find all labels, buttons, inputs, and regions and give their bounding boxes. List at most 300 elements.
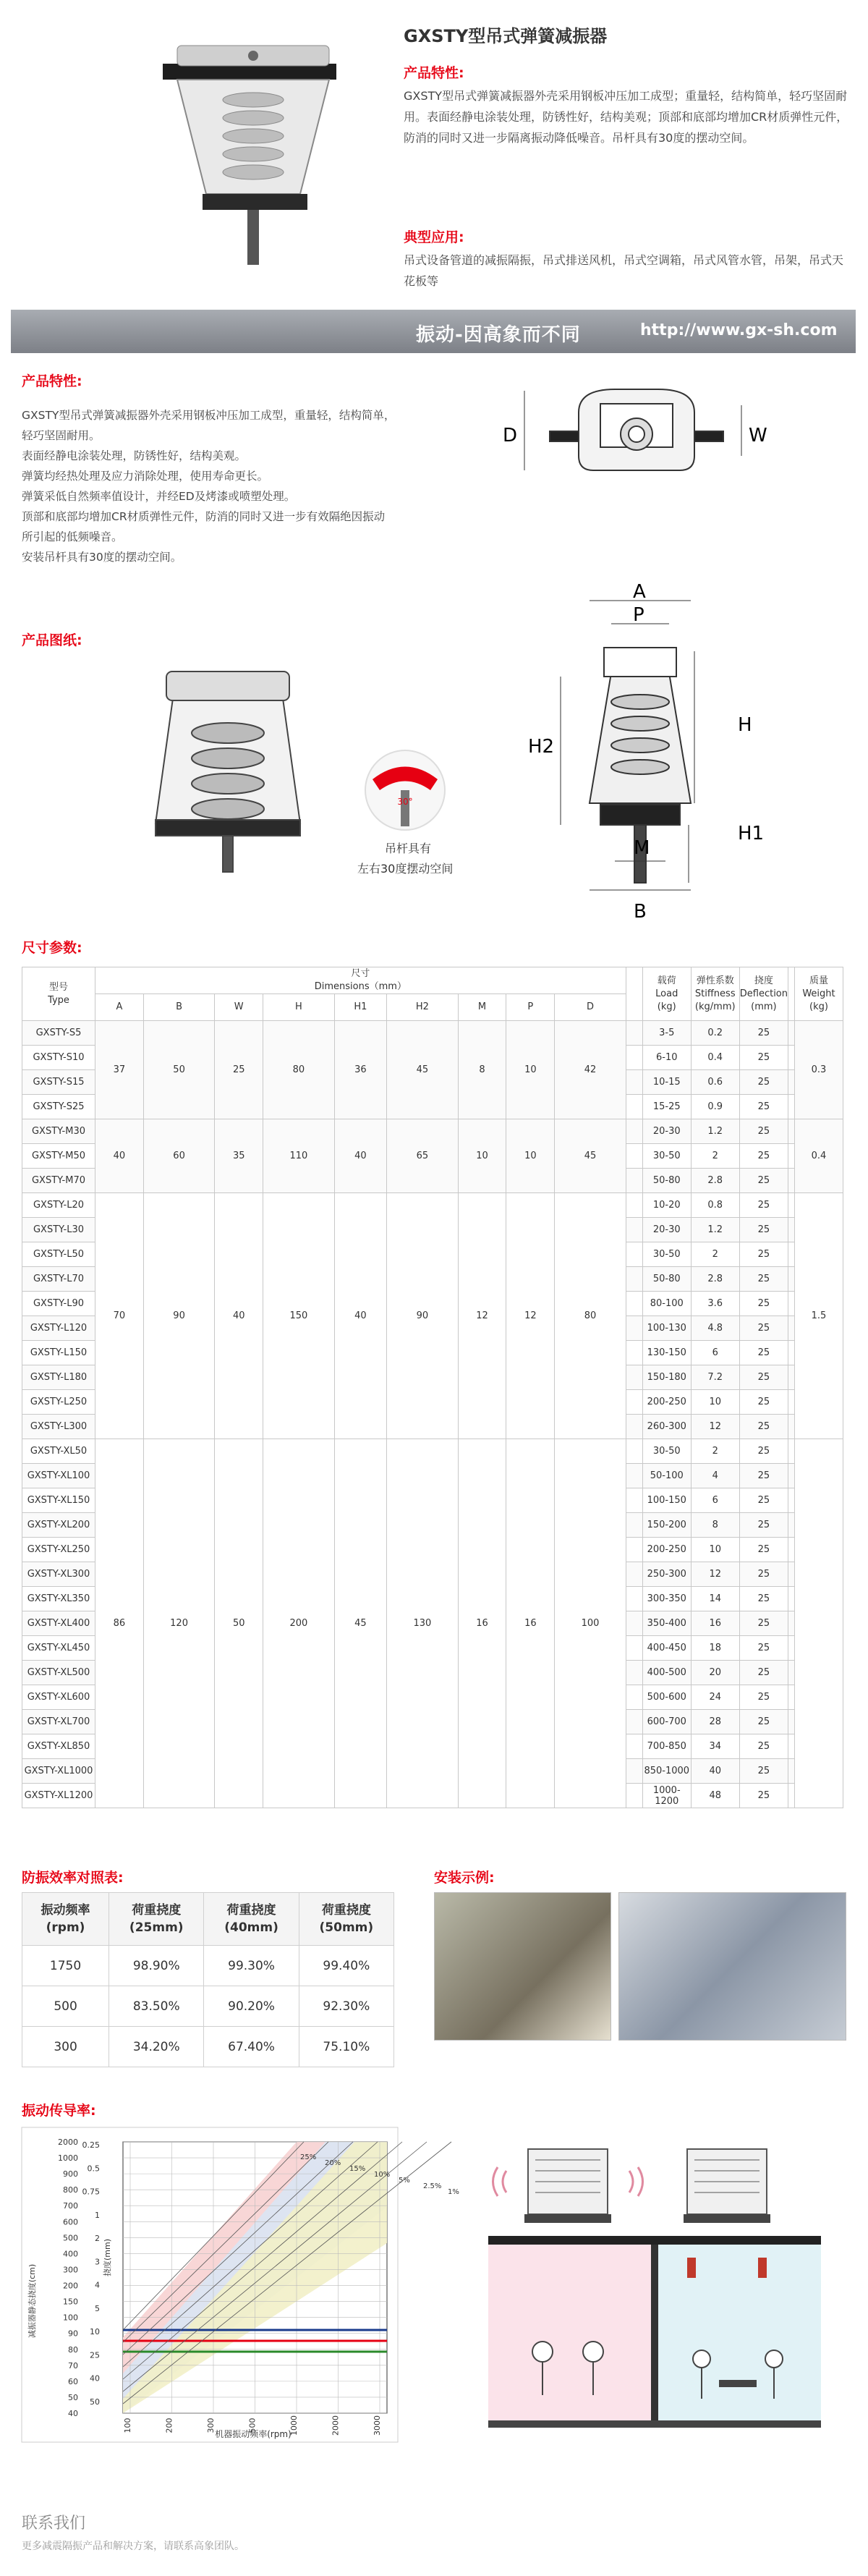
cell-stiffness: 34 (691, 1734, 739, 1759)
cell-deflection: 25 (739, 1685, 788, 1710)
cell-load: 80-100 (642, 1292, 691, 1316)
cell-weight: 1.5 (795, 1193, 843, 1439)
transmissibility-line-label: 1% (448, 2188, 459, 2196)
cell-load: 30-50 (642, 1144, 691, 1169)
cell-spacer (788, 1119, 795, 1144)
left-tick-label: 700 (63, 2201, 78, 2211)
col-weight-header: 质量 Weight (kg) (795, 967, 843, 1021)
cell-spacer (626, 1144, 642, 1169)
features-list (22, 405, 514, 567)
cell-load: 150-200 (642, 1513, 691, 1538)
cell-load: 100-150 (642, 1488, 691, 1513)
cell-load: 250-300 (642, 1562, 691, 1587)
label-P: P (633, 604, 644, 626)
cell-stiffness: 20 (691, 1661, 739, 1685)
transmissibility-line-label: 10% (374, 2171, 391, 2179)
cell-weight: 0.3 (795, 1021, 843, 1119)
feature-line: 所引起的低频噪音。 (22, 530, 123, 543)
cell-spacer (626, 1095, 642, 1119)
cell-model: GXSTY-S15 (22, 1070, 95, 1095)
cell-dim: 10 (458, 1119, 506, 1193)
transmissibility-line-label: 5% (399, 2177, 410, 2185)
eff-cell: 1750 (22, 1946, 109, 1986)
col-spacer (788, 967, 795, 1021)
cell-dim: 50 (143, 1021, 214, 1119)
inner-tick-label: 40 (90, 2373, 100, 2384)
cell-model: GXSTY-M30 (22, 1119, 95, 1144)
cell-dim: 200 (263, 1439, 334, 1808)
install-photo-1 (434, 1892, 611, 2041)
cell-spacer (788, 1193, 795, 1218)
left-tick-label: 80 (68, 2344, 78, 2355)
cell-deflection: 25 (739, 1095, 788, 1119)
feature-line: 弹簧采低自然频率值设计，并经ED及烤漆或喷塑处理。 (22, 490, 296, 503)
cell-stiffness: 18 (691, 1636, 739, 1661)
cell-spacer (788, 1267, 795, 1292)
col-defl-header: 挠度 Deflection (mm) (739, 967, 788, 1021)
cell-dim: 45 (387, 1021, 458, 1119)
cell-spacer (788, 1636, 795, 1661)
cell-stiffness: 6 (691, 1488, 739, 1513)
cell-deflection: 25 (739, 1488, 788, 1513)
header-apps-text: 吊式设备管道的减振隔振，吊式排送风机，吊式空调箱，吊式风管水管，吊架，吊式天花板等 (404, 253, 844, 288)
feature-line: 弹簧均经热处理及应力消除处理，使用寿命更长。 (22, 470, 269, 483)
x-tick-label: 2000 (331, 2415, 341, 2436)
cell-spacer (626, 1611, 642, 1636)
cell-dim: 12 (506, 1193, 555, 1439)
cell-deflection: 25 (739, 1021, 788, 1046)
col-h-header: H (263, 994, 334, 1021)
table-row (22, 1021, 843, 1046)
cell-model: GXSTY-L30 (22, 1218, 95, 1242)
cell-model: GXSTY-S5 (22, 1021, 95, 1046)
cell-load: 10-20 (642, 1193, 691, 1218)
cell-deflection: 25 (739, 1784, 788, 1808)
cell-deflection: 25 (739, 1169, 788, 1193)
cell-stiffness: 8 (691, 1513, 739, 1538)
cell-dim: 90 (143, 1193, 214, 1439)
cell-model: GXSTY-L150 (22, 1341, 95, 1365)
feature-line: 轻巧坚固耐用。 (22, 429, 101, 442)
col-spacer (626, 967, 642, 1021)
cell-load: 300-350 (642, 1587, 691, 1611)
cell-spacer (626, 1513, 642, 1538)
cell-dim: 42 (555, 1021, 626, 1119)
eff-header: 荷重挠度 (40mm) (204, 1893, 299, 1946)
cell-stiffness: 16 (691, 1611, 739, 1636)
left-tick-label: 70 (68, 2360, 78, 2370)
cell-spacer (626, 1488, 642, 1513)
cell-load: 200-250 (642, 1538, 691, 1562)
cell-model: GXSTY-XL150 (22, 1488, 95, 1513)
cell-model: GXSTY-XL50 (22, 1439, 95, 1464)
eff-row (22, 1946, 394, 1986)
footer-title: 联系我们 (22, 2514, 86, 2533)
col-d-header: D (555, 994, 626, 1021)
install-title: 安装示例: (434, 1870, 495, 1886)
cell-deflection: 25 (739, 1611, 788, 1636)
inner-tick-label: 50 (90, 2397, 100, 2407)
cell-stiffness: 0.6 (691, 1070, 739, 1095)
cell-stiffness: 10 (691, 1390, 739, 1415)
cell-dim: 45 (334, 1439, 387, 1808)
transmissibility-line-label: 25% (300, 2153, 317, 2161)
cell-stiffness: 4.8 (691, 1316, 739, 1341)
cell-stiffness: 2.8 (691, 1267, 739, 1292)
x-tick-label: 200 (164, 2418, 174, 2433)
cell-deflection: 25 (739, 1538, 788, 1562)
cell-spacer (626, 1562, 642, 1587)
transmissibility-line-label: 2.5% (423, 2182, 442, 2190)
col-w-header: W (215, 994, 263, 1021)
cell-stiffness: 14 (691, 1587, 739, 1611)
col-h2-header: H2 (387, 994, 458, 1021)
cell-dim: 120 (143, 1439, 214, 1808)
eff-cell: 92.30% (299, 1986, 393, 2027)
col-b-header: B (143, 994, 214, 1021)
cell-deflection: 25 (739, 1587, 788, 1611)
table-row (22, 1439, 843, 1464)
cell-spacer (626, 1242, 642, 1267)
inner-tick-label: 0.75 (82, 2187, 100, 2197)
cell-spacer (788, 1415, 795, 1439)
cell-model: GXSTY-XL300 (22, 1562, 95, 1587)
cell-stiffness: 3.6 (691, 1292, 739, 1316)
cell-dim: 16 (506, 1439, 555, 1808)
cell-load: 20-30 (642, 1218, 691, 1242)
col-load-header: 载荷 Load (kg) (642, 967, 691, 1021)
col-h1-header: H1 (334, 994, 387, 1021)
cell-deflection: 25 (739, 1242, 788, 1267)
cell-model: GXSTY-XL850 (22, 1734, 95, 1759)
cell-dim: 100 (555, 1439, 626, 1808)
x-axis-label: 机器振动频率(rpm) (215, 2429, 292, 2439)
cell-spacer (626, 1316, 642, 1341)
cell-spacer (788, 1292, 795, 1316)
left-tick-label: 2000 (58, 2138, 78, 2147)
header-features-title: 产品特性: (404, 65, 464, 81)
cell-deflection: 25 (739, 1292, 788, 1316)
product-3d-drawing (145, 657, 311, 874)
left-tick-label: 100 (63, 2313, 78, 2323)
eff-header: 荷重挠度 (25mm) (109, 1893, 204, 1946)
cell-load: 30-50 (642, 1439, 691, 1464)
cell-deflection: 25 (739, 1267, 788, 1292)
feature-line: 安装吊杆具有30度的摆动空间。 (22, 551, 182, 564)
inner-tick-label: 4 (95, 2280, 100, 2290)
cell-dim: 25 (215, 1021, 263, 1119)
table-row (22, 1193, 843, 1218)
left-tick-label: 1000 (58, 2153, 78, 2164)
cell-spacer (788, 1070, 795, 1095)
cell-deflection: 25 (739, 1464, 788, 1488)
cell-dim: 110 (263, 1119, 334, 1193)
cell-deflection: 25 (739, 1365, 788, 1390)
swing-caption-2: 左右30度摆动空间 (357, 862, 454, 876)
cell-dim: 10 (506, 1119, 555, 1193)
col-stiff-header: 弹性系数 Stiffness (kg/mm) (691, 967, 739, 1021)
cell-load: 50-80 (642, 1169, 691, 1193)
cell-model: GXSTY-L20 (22, 1193, 95, 1218)
label-B: B (634, 901, 647, 923)
cell-deflection: 25 (739, 1415, 788, 1439)
cell-deflection: 25 (739, 1218, 788, 1242)
cell-deflection: 25 (739, 1562, 788, 1587)
cell-spacer (788, 1021, 795, 1046)
header-features-text: GXSTY型吊式弹簧减振器外壳采用钢板冲压加工成型；重量轻，结构简单，轻巧坚固耐用。表面经静电涂装处理，防锈性好，结构美观；顶部和底部均增加CR材质弹性元件，防消的同时又进一步隔离振动降低噪音。吊杆具有30度的摆动空间。 (404, 89, 848, 145)
cell-spacer (788, 1144, 795, 1169)
cell-spacer (626, 1021, 642, 1046)
cell-model: GXSTY-XL450 (22, 1636, 95, 1661)
cell-model: GXSTY-S25 (22, 1095, 95, 1119)
cell-spacer (626, 1538, 642, 1562)
cell-spacer (626, 1193, 642, 1218)
cell-deflection: 25 (739, 1661, 788, 1685)
cell-load: 130-150 (642, 1341, 691, 1365)
cell-model: GXSTY-L50 (22, 1242, 95, 1267)
cell-load: 30-50 (642, 1242, 691, 1267)
dimensions-table (22, 967, 843, 1808)
cell-deflection: 25 (739, 1341, 788, 1365)
cell-load: 1000-1200 (642, 1784, 691, 1808)
cell-stiffness: 2 (691, 1439, 739, 1464)
cell-spacer (626, 1169, 642, 1193)
feature-line: GXSTY型吊式弹簧减振器外壳采用钢板冲压加工成型，重量轻，结构简单， (22, 409, 396, 422)
x-tick-label: 300 (206, 2418, 216, 2433)
cell-spacer (788, 1661, 795, 1685)
cell-stiffness: 0.8 (691, 1193, 739, 1218)
eff-cell: 83.50% (109, 1986, 204, 2027)
col-dims-header: 尺寸 Dimensions（mm） (95, 967, 626, 994)
cell-weight: 0.4 (795, 1119, 843, 1193)
cell-spacer (788, 1341, 795, 1365)
efficiency-table (22, 1892, 394, 2067)
cell-dim: 40 (334, 1193, 387, 1439)
slogan-banner (11, 310, 856, 353)
cell-load: 850-1000 (642, 1759, 691, 1784)
label-M: M (634, 837, 650, 859)
cell-dim: 150 (263, 1193, 334, 1439)
feature-line: 顶部和底部均增加CR材质弹性元件，防消的同时又进一步有效隔绝因振动 (22, 510, 386, 523)
x-tick-label: 500 (247, 2418, 258, 2433)
cell-stiffness: 48 (691, 1784, 739, 1808)
header-apps-title: 典型应用: (404, 229, 464, 245)
cell-load: 350-400 (642, 1611, 691, 1636)
swing-angle-label: 30° (397, 797, 413, 807)
cell-load: 100-130 (642, 1316, 691, 1341)
cell-deflection: 25 (739, 1636, 788, 1661)
left-tick-label: 400 (63, 2249, 78, 2259)
cell-spacer (788, 1734, 795, 1759)
cell-spacer (626, 1119, 642, 1144)
cell-stiffness: 2 (691, 1144, 739, 1169)
cell-spacer (788, 1464, 795, 1488)
cell-dim: 37 (95, 1021, 144, 1119)
eff-cell: 98.90% (109, 1946, 204, 1986)
technical-drawing (492, 362, 868, 933)
swing-caption-1: 吊杆具有 (385, 842, 432, 855)
cell-spacer (788, 1046, 795, 1070)
cell-dim: 60 (143, 1119, 214, 1193)
cell-dim: 12 (458, 1193, 506, 1439)
cell-spacer (788, 1169, 795, 1193)
inner-tick-label: 3 (95, 2257, 100, 2267)
cell-model: GXSTY-XL250 (22, 1538, 95, 1562)
swing-detail-circle (362, 747, 448, 834)
cell-load: 6-10 (642, 1046, 691, 1070)
cell-stiffness: 7.2 (691, 1365, 739, 1390)
cell-stiffness: 24 (691, 1685, 739, 1710)
cell-spacer (626, 1464, 642, 1488)
col-p-header: P (506, 994, 555, 1021)
cell-spacer (626, 1292, 642, 1316)
dims-title: 尺寸参数: (22, 940, 82, 956)
cell-spacer (626, 1070, 642, 1095)
cell-deflection: 25 (739, 1710, 788, 1734)
cell-spacer (626, 1759, 642, 1784)
cell-dim: 35 (215, 1119, 263, 1193)
left-tick-label: 200 (63, 2281, 78, 2291)
cell-spacer (626, 1439, 642, 1464)
cell-spacer (788, 1218, 795, 1242)
footer-text: 更多减震隔振产品和解决方案，请联系高象团队。 (22, 2541, 244, 2552)
left-tick-label: 40 (68, 2409, 78, 2418)
label-H1: H1 (738, 823, 765, 844)
features-title: 产品特性: (22, 373, 82, 389)
cell-spacer (788, 1784, 795, 1808)
eff-row (22, 1986, 394, 2027)
cell-stiffness: 40 (691, 1759, 739, 1784)
cell-spacer (626, 1685, 642, 1710)
cell-model: GXSTY-L70 (22, 1267, 95, 1292)
cell-spacer (626, 1267, 642, 1292)
x-tick-label: 3000 (373, 2415, 382, 2436)
cell-spacer (626, 1390, 642, 1415)
cell-model: GXSTY-L180 (22, 1365, 95, 1390)
cell-load: 200-250 (642, 1390, 691, 1415)
cell-dim: 80 (263, 1021, 334, 1119)
cell-stiffness: 1.2 (691, 1119, 739, 1144)
left-tick-label: 50 (68, 2392, 78, 2402)
cell-spacer (626, 1415, 642, 1439)
cell-stiffness: 2 (691, 1242, 739, 1267)
cell-spacer (788, 1242, 795, 1267)
cell-dim: 86 (95, 1439, 144, 1808)
eff-cell: 500 (22, 1986, 109, 2027)
cell-spacer (626, 1365, 642, 1390)
cell-dim: 90 (387, 1193, 458, 1439)
cell-spacer (626, 1784, 642, 1808)
left-tick-label: 300 (63, 2265, 78, 2275)
transmissibility-line-label: 20% (325, 2159, 341, 2167)
eff-cell: 75.10% (299, 2027, 393, 2067)
cell-load: 3-5 (642, 1021, 691, 1046)
cell-spacer (626, 1636, 642, 1661)
cell-stiffness: 12 (691, 1562, 739, 1587)
label-H: H (738, 714, 752, 736)
cell-load: 20-30 (642, 1119, 691, 1144)
cell-spacer (626, 1587, 642, 1611)
cell-deflection: 25 (739, 1439, 788, 1464)
product-photo (134, 20, 380, 270)
cell-model: GXSTY-L300 (22, 1415, 95, 1439)
cell-deflection: 25 (739, 1759, 788, 1784)
cell-dim: 45 (555, 1119, 626, 1193)
cell-load: 600-700 (642, 1710, 691, 1734)
eff-cell: 300 (22, 2027, 109, 2067)
cell-deflection: 25 (739, 1070, 788, 1095)
cell-dim: 8 (458, 1021, 506, 1119)
cell-deflection: 25 (739, 1734, 788, 1759)
cell-spacer (788, 1439, 795, 1464)
cell-spacer (788, 1538, 795, 1562)
y2-axis-label: 挠度(mm) (103, 2238, 112, 2277)
install-photo-2 (618, 1892, 846, 2041)
cell-load: 400-500 (642, 1661, 691, 1685)
cell-spacer (788, 1095, 795, 1119)
cell-model: GXSTY-L250 (22, 1390, 95, 1415)
cell-model: GXSTY-M70 (22, 1169, 95, 1193)
label-W: W (749, 425, 767, 446)
cell-model: GXSTY-L90 (22, 1292, 95, 1316)
left-tick-label: 150 (63, 2297, 78, 2307)
cell-model: GXSTY-XL100 (22, 1464, 95, 1488)
left-tick-label: 500 (63, 2233, 78, 2243)
efficiency-title: 防振效率对照表: (22, 1870, 124, 1886)
cell-stiffness: 4 (691, 1464, 739, 1488)
cell-dim: 50 (215, 1439, 263, 1808)
product-photo-drawing (134, 20, 380, 270)
col-type-header: 型号 Type (22, 967, 95, 1021)
cell-stiffness: 0.2 (691, 1021, 739, 1046)
cell-spacer (788, 1513, 795, 1538)
left-tick-label: 90 (68, 2329, 78, 2339)
banner-url[interactable]: http://www.gx-sh.com (640, 321, 838, 339)
cell-model: GXSTY-S10 (22, 1046, 95, 1070)
cell-model: GXSTY-XL1000 (22, 1759, 95, 1784)
cell-deflection: 25 (739, 1119, 788, 1144)
cell-weight (795, 1439, 843, 1808)
cell-dim: 40 (95, 1119, 144, 1193)
cell-load: 50-80 (642, 1267, 691, 1292)
page-title: GXSTY型吊式弹簧减振器 (404, 26, 608, 46)
cell-load: 15-25 (642, 1095, 691, 1119)
left-tick-label: 800 (63, 2185, 78, 2195)
label-H2: H2 (528, 736, 555, 758)
cell-dim: 40 (334, 1119, 387, 1193)
cell-spacer (626, 1341, 642, 1365)
banner-slogan: 振动-因高象而不同 (416, 324, 581, 346)
transmissibility-line-label: 15% (349, 2165, 366, 2173)
eff-row (22, 2027, 394, 2067)
inner-tick-label: 2 (95, 2234, 100, 2244)
inner-tick-label: 0.5 (87, 2164, 100, 2174)
cell-spacer (788, 1562, 795, 1587)
label-A: A (633, 581, 646, 603)
cell-dim: 40 (215, 1193, 263, 1439)
cell-stiffness: 28 (691, 1710, 739, 1734)
cell-load: 260-300 (642, 1415, 691, 1439)
cell-model: GXSTY-XL200 (22, 1513, 95, 1538)
cell-model: GXSTY-L120 (22, 1316, 95, 1341)
cell-load: 50-100 (642, 1464, 691, 1488)
eff-cell: 34.20% (109, 2027, 204, 2067)
cell-model: GXSTY-XL350 (22, 1587, 95, 1611)
eff-header: 荷重挠度 (50mm) (299, 1893, 393, 1946)
eff-cell: 99.30% (204, 1946, 299, 1986)
cell-dim: 36 (334, 1021, 387, 1119)
cell-dim: 80 (555, 1193, 626, 1439)
